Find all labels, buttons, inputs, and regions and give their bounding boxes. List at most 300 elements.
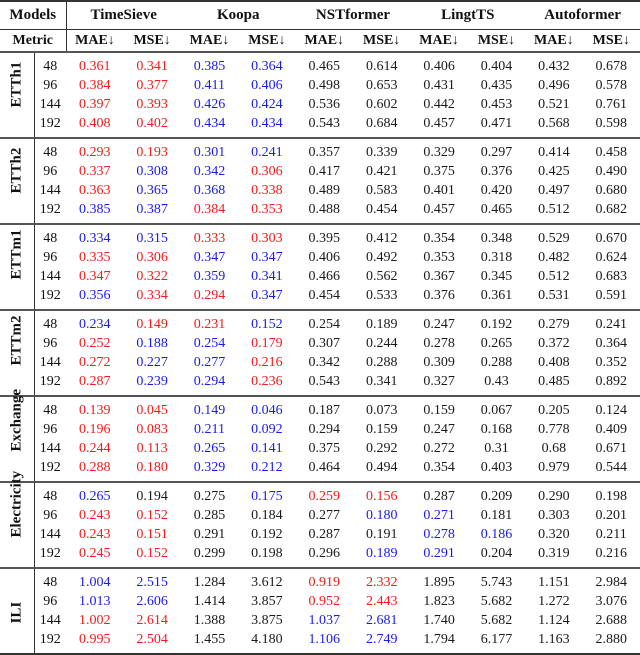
mae-value: 0.425 — [538, 164, 570, 179]
mae-value: 0.333 — [181, 224, 238, 248]
mse-value: 0.265 — [480, 336, 513, 351]
mae-value: 0.543 — [308, 374, 341, 389]
mae-value: 0.363 — [78, 183, 111, 198]
mae-value: 0.568 — [538, 116, 570, 131]
mae-value: 0.265 — [66, 482, 123, 506]
mse-value: 0.403 — [480, 460, 513, 475]
mae-value: 0.205 — [525, 396, 582, 420]
table-row — [0, 611, 640, 630]
mae-value: 0.496 — [538, 78, 570, 93]
mae-value: 0.309 — [423, 355, 455, 370]
horizon: 192 — [39, 460, 61, 475]
metric-mae: MAE↓ — [296, 30, 353, 53]
mse-value: 0.376 — [480, 164, 513, 179]
dataset-name: Exchange — [8, 388, 25, 451]
mae-value: 0.334 — [66, 224, 123, 248]
mae-value: 1.740 — [423, 613, 455, 628]
metric-mae: MAE↓ — [525, 30, 582, 53]
mae-value: 0.431 — [423, 78, 455, 93]
mae-value: 0.411 — [194, 78, 225, 93]
table-row — [0, 506, 640, 525]
mse-value: 0.216 — [595, 546, 628, 561]
mse-value: 0.198 — [583, 482, 640, 506]
mae-value: 0.384 — [193, 202, 226, 217]
mse-value: 0.216 — [251, 355, 283, 370]
mse-value: 0.434 — [251, 116, 283, 131]
mae-value: 0.376 — [423, 288, 455, 303]
mae-value: 1.163 — [538, 632, 570, 647]
mse-value: 0.315 — [123, 224, 180, 248]
mse-value: 0.152 — [136, 508, 168, 523]
mae-value: 0.401 — [423, 183, 455, 198]
mae-value: 0.271 — [423, 508, 455, 523]
horizon: 144 — [39, 441, 61, 456]
mae-value: 1.895 — [410, 568, 467, 592]
table-row — [0, 568, 640, 592]
mae-value: 0.272 — [78, 355, 111, 370]
mae-value: 0.265 — [193, 441, 226, 456]
mae-value: 0.337 — [78, 164, 111, 179]
mse-value: 0.614 — [353, 52, 410, 76]
model-name: NSTformer — [296, 1, 411, 30]
mse-value: 0.181 — [480, 508, 513, 523]
mae-value: 0.512 — [538, 202, 570, 217]
dataset-label — [0, 52, 34, 138]
mse-value: 0.308 — [136, 164, 168, 179]
horizon: 48 — [34, 568, 66, 592]
mse-value: 0.288 — [480, 355, 513, 370]
mse-value: 0.141 — [251, 441, 283, 456]
mae-value: 0.482 — [538, 250, 570, 265]
mae-value: 0.995 — [78, 632, 111, 647]
mse-value: 0.334 — [136, 288, 168, 303]
mse-value: 0.151 — [136, 527, 168, 542]
mae-value: 0.375 — [308, 441, 341, 456]
mae-value: 1.037 — [308, 613, 341, 628]
mse-value: 0.454 — [365, 202, 398, 217]
table-row — [0, 200, 640, 224]
mse-value: 0.406 — [251, 78, 283, 93]
mae-value: 0.243 — [78, 527, 111, 542]
mse-value: 0.192 — [468, 310, 525, 334]
horizon: 96 — [43, 164, 58, 179]
mse-value: 2.515 — [123, 568, 180, 592]
models-header-row — [0, 1, 640, 30]
mae-value: 0.278 — [423, 336, 455, 351]
mae-value: 0.247 — [410, 310, 467, 334]
dataset-name: ILI — [8, 601, 25, 623]
mae-value: 0.68 — [541, 441, 567, 456]
mse-value: 3.612 — [238, 568, 295, 592]
mae-value: 1.151 — [525, 568, 582, 592]
horizon: 192 — [39, 632, 61, 647]
mae-value: 0.301 — [181, 138, 238, 162]
mae-value: 0.231 — [181, 310, 238, 334]
mae-value: 1.004 — [66, 568, 123, 592]
dataset-label — [0, 310, 34, 396]
mae-value: 0.543 — [308, 116, 341, 131]
mse-value: 0.341 — [123, 52, 180, 76]
metric-mse: MSE↓ — [123, 30, 180, 53]
mse-value: 0.175 — [238, 482, 295, 506]
mae-value: 0.319 — [538, 546, 570, 561]
mse-value: 0.412 — [353, 224, 410, 248]
mae-value: 0.361 — [66, 52, 123, 76]
dataset-label — [0, 568, 34, 654]
models-label: Models — [0, 1, 66, 30]
mae-value: 0.254 — [296, 310, 353, 334]
mse-value: 0.201 — [595, 508, 628, 523]
metric-mae: MAE↓ — [181, 30, 238, 53]
mae-value: 0.187 — [296, 396, 353, 420]
results-body — [0, 52, 640, 654]
mae-value: 0.497 — [538, 183, 570, 198]
mse-value: 0.578 — [595, 78, 628, 93]
mae-value: 0.320 — [538, 527, 570, 542]
mae-value: 0.457 — [423, 116, 455, 131]
dataset-name: ETTh2 — [8, 147, 25, 193]
mae-value: 0.245 — [78, 546, 111, 561]
mse-value: 0.365 — [136, 183, 168, 198]
metric-mse: MSE↓ — [583, 30, 640, 53]
mae-value: 0.285 — [193, 508, 226, 523]
mae-value: 1.414 — [193, 594, 226, 609]
mae-value: 0.278 — [423, 527, 455, 542]
mse-value: 0.180 — [365, 508, 398, 523]
mse-value: 0.124 — [583, 396, 640, 420]
mae-value: 0.294 — [308, 422, 341, 437]
mse-value: 0.892 — [595, 374, 628, 389]
mse-value: 0.465 — [480, 202, 513, 217]
dataset-name: Electricity — [8, 470, 25, 537]
mse-value: 5.682 — [480, 613, 513, 628]
mse-value: 0.046 — [238, 396, 295, 420]
table-row — [0, 353, 640, 372]
mse-value: 0.562 — [365, 269, 398, 284]
mse-value: 0.670 — [583, 224, 640, 248]
table-row — [0, 525, 640, 544]
mse-value: 0.244 — [365, 336, 398, 351]
mse-value: 0.583 — [365, 183, 398, 198]
mse-value: 0.193 — [123, 138, 180, 162]
table-row — [0, 162, 640, 181]
table-row — [0, 95, 640, 114]
model-name: Autoformer — [525, 1, 640, 30]
table-row — [0, 52, 640, 76]
table-row — [0, 420, 640, 439]
mse-value: 0.318 — [480, 250, 513, 265]
mse-value: 0.471 — [480, 116, 513, 131]
mae-value: 0.426 — [193, 97, 226, 112]
mse-value: 0.682 — [595, 202, 628, 217]
model-name: Koopa — [181, 1, 296, 30]
metric-mae: MAE↓ — [66, 30, 123, 53]
mae-value: 0.356 — [78, 288, 111, 303]
mae-value: 0.521 — [538, 97, 570, 112]
dataset-label — [0, 388, 34, 482]
horizon: 48 — [34, 52, 66, 76]
mse-value: 0.186 — [480, 527, 513, 542]
mse-value: 2.332 — [353, 568, 410, 592]
mae-value: 0.275 — [181, 482, 238, 506]
mae-value: 0.279 — [525, 310, 582, 334]
mae-value: 0.353 — [423, 250, 455, 265]
mse-value: 0.347 — [251, 250, 283, 265]
mse-value: 0.31 — [484, 441, 509, 456]
mse-value: 0.092 — [251, 422, 283, 437]
mse-value: 0.624 — [595, 250, 628, 265]
mae-value: 1.124 — [538, 613, 570, 628]
mae-value: 0.291 — [423, 546, 455, 561]
dataset-name: ETTm2 — [8, 314, 25, 365]
mse-value: 0.073 — [353, 396, 410, 420]
dataset-label — [0, 470, 34, 568]
mse-value: 0.352 — [595, 355, 628, 370]
mse-value: 0.533 — [365, 288, 398, 303]
mse-value: 0.671 — [595, 441, 628, 456]
mse-value: 0.306 — [251, 164, 283, 179]
mse-value: 0.156 — [353, 482, 410, 506]
mse-value: 0.188 — [136, 336, 168, 351]
mae-value: 1.284 — [181, 568, 238, 592]
mae-value: 0.464 — [308, 460, 341, 475]
mse-value: 0.194 — [123, 482, 180, 506]
mae-value: 1.002 — [78, 613, 111, 628]
mse-value: 0.341 — [251, 269, 283, 284]
mae-value: 0.417 — [308, 164, 341, 179]
mae-value: 0.347 — [193, 250, 226, 265]
mae-value: 0.457 — [423, 202, 455, 217]
mse-value: 2.984 — [583, 568, 640, 592]
mae-value: 0.277 — [193, 355, 226, 370]
mae-value: 0.247 — [423, 422, 455, 437]
mse-value: 0.189 — [353, 310, 410, 334]
table-row — [0, 138, 640, 162]
mse-value: 0.297 — [468, 138, 525, 162]
mae-value: 0.357 — [296, 138, 353, 162]
mse-value: 0.184 — [251, 508, 283, 523]
table-row — [0, 482, 640, 506]
mae-value: 0.159 — [410, 396, 467, 420]
mae-value: 0.259 — [296, 482, 353, 506]
mae-value: 0.342 — [308, 355, 341, 370]
mse-value: 0.288 — [365, 355, 398, 370]
mse-value: 2.749 — [365, 632, 398, 647]
mae-value: 0.395 — [296, 224, 353, 248]
horizon: 96 — [43, 594, 58, 609]
mse-value: 0.211 — [595, 527, 627, 542]
horizon: 144 — [39, 97, 61, 112]
mae-value: 0.406 — [410, 52, 467, 76]
mae-value: 1.823 — [423, 594, 455, 609]
mse-value: 0.490 — [595, 164, 628, 179]
mse-value: 0.348 — [468, 224, 525, 248]
mse-value: 0.239 — [136, 374, 168, 389]
horizon: 192 — [39, 288, 61, 303]
mae-value: 0.327 — [423, 374, 455, 389]
mae-value: 0.979 — [538, 460, 570, 475]
mae-value: 0.442 — [423, 97, 455, 112]
mae-value: 0.919 — [296, 568, 353, 592]
mae-value: 0.294 — [193, 374, 226, 389]
mse-value: 0.152 — [238, 310, 295, 334]
mse-value: 0.453 — [480, 97, 513, 112]
mse-value: 0.227 — [136, 355, 168, 370]
horizon: 96 — [43, 336, 58, 351]
mae-value: 0.466 — [308, 269, 341, 284]
mae-value: 0.347 — [78, 269, 111, 284]
horizon: 144 — [39, 355, 61, 370]
horizon: 48 — [34, 482, 66, 506]
mae-value: 0.952 — [308, 594, 341, 609]
mse-value: 3.857 — [251, 594, 283, 609]
mse-value: 0.045 — [123, 396, 180, 420]
mse-value: 4.180 — [251, 632, 283, 647]
mse-value: 0.149 — [123, 310, 180, 334]
mse-value: 0.409 — [595, 422, 628, 437]
mae-value: 0.489 — [308, 183, 341, 198]
horizon: 192 — [39, 374, 61, 389]
mse-value: 0.241 — [238, 138, 295, 162]
table-row — [0, 592, 640, 611]
mse-value: 0.113 — [136, 441, 168, 456]
table-row — [0, 396, 640, 420]
table-row — [0, 439, 640, 458]
mae-value: 0.372 — [538, 336, 570, 351]
mae-value: 0.287 — [78, 374, 111, 389]
mse-value: 0.353 — [251, 202, 283, 217]
mse-value: 0.598 — [595, 116, 628, 131]
mse-value: 0.067 — [468, 396, 525, 420]
metric-mse: MSE↓ — [238, 30, 295, 53]
mae-value: 0.294 — [193, 288, 226, 303]
table-row — [0, 181, 640, 200]
mae-value: 0.299 — [193, 546, 226, 561]
mse-value: 0.544 — [595, 460, 628, 475]
mae-value: 0.329 — [410, 138, 467, 162]
horizon: 96 — [43, 78, 58, 93]
mae-value: 0.385 — [78, 202, 111, 217]
mae-value: 0.414 — [525, 138, 582, 162]
mse-value: 0.602 — [365, 97, 398, 112]
model-name: LingtTS — [410, 1, 525, 30]
mae-value: 1.106 — [308, 632, 341, 647]
mae-value: 0.384 — [78, 78, 111, 93]
mae-value: 0.778 — [538, 422, 570, 437]
horizon: 192 — [39, 116, 61, 131]
mae-value: 0.303 — [538, 508, 570, 523]
mse-value: 3.076 — [595, 594, 628, 609]
mae-value: 0.359 — [193, 269, 226, 284]
mse-value: 0.306 — [136, 250, 168, 265]
mae-value: 0.408 — [538, 355, 570, 370]
mae-value: 0.531 — [538, 288, 570, 303]
mse-value: 5.743 — [468, 568, 525, 592]
mae-value: 0.408 — [78, 116, 111, 131]
mae-value: 0.252 — [78, 336, 111, 351]
metric-mse: MSE↓ — [468, 30, 525, 53]
mse-value: 0.492 — [365, 250, 398, 265]
table-row — [0, 286, 640, 310]
mse-value: 0.204 — [480, 546, 513, 561]
table-row — [0, 114, 640, 138]
mae-value: 1.272 — [538, 594, 570, 609]
table-row — [0, 458, 640, 482]
mae-value: 0.385 — [181, 52, 238, 76]
mae-value: 0.288 — [78, 460, 111, 475]
dataset-label — [0, 224, 34, 310]
metrics-header-row — [0, 30, 640, 53]
mae-value: 0.244 — [78, 441, 111, 456]
mae-value: 0.287 — [308, 527, 341, 542]
mse-value: 0.404 — [468, 52, 525, 76]
mse-value: 0.209 — [468, 482, 525, 506]
mse-value: 0.292 — [365, 441, 398, 456]
mse-value: 3.875 — [251, 613, 283, 628]
mse-value: 0.653 — [365, 78, 398, 93]
mae-value: 0.485 — [538, 374, 570, 389]
table-row — [0, 544, 640, 568]
mae-value: 0.291 — [193, 527, 226, 542]
mse-value: 0.387 — [136, 202, 168, 217]
mae-value: 0.397 — [78, 97, 111, 112]
mae-value: 0.406 — [308, 250, 341, 265]
mse-value: 0.424 — [251, 97, 283, 112]
mse-value: 2.504 — [136, 632, 168, 647]
mse-value: 2.606 — [136, 594, 168, 609]
horizon: 96 — [43, 250, 58, 265]
horizon: 96 — [43, 422, 58, 437]
mse-value: 0.684 — [365, 116, 398, 131]
mae-value: 0.272 — [423, 441, 455, 456]
mae-value: 0.465 — [296, 52, 353, 76]
mae-value: 0.375 — [423, 164, 455, 179]
mae-value: 0.432 — [525, 52, 582, 76]
mse-value: 0.191 — [365, 527, 398, 542]
mse-value: 0.364 — [595, 336, 628, 351]
mse-value: 6.177 — [480, 632, 513, 647]
horizon: 96 — [43, 508, 58, 523]
mse-value: 0.168 — [480, 422, 513, 437]
mse-value: 2.688 — [595, 613, 628, 628]
mae-value: 0.211 — [194, 422, 225, 437]
mae-value: 0.512 — [538, 269, 570, 284]
table-row — [0, 630, 640, 654]
model-name: TimeSieve — [66, 1, 181, 30]
mse-value: 5.682 — [480, 594, 513, 609]
mae-value: 0.277 — [308, 508, 341, 523]
mse-value: 0.212 — [251, 460, 283, 475]
mse-value: 0.680 — [595, 183, 628, 198]
metric-label: Metric — [0, 30, 66, 53]
table-row — [0, 310, 640, 334]
mse-value: 0.364 — [238, 52, 295, 76]
mae-value: 0.293 — [66, 138, 123, 162]
mae-value: 0.488 — [308, 202, 341, 217]
mae-value: 0.368 — [193, 183, 226, 198]
mse-value: 2.880 — [595, 632, 628, 647]
mse-value: 0.43 — [484, 374, 509, 389]
mae-value: 1.013 — [78, 594, 111, 609]
mse-value: 0.341 — [365, 374, 398, 389]
mse-value: 0.241 — [583, 310, 640, 334]
mae-value: 1.794 — [423, 632, 455, 647]
horizon: 48 — [34, 224, 66, 248]
mse-value: 0.678 — [583, 52, 640, 76]
mse-value: 0.347 — [251, 288, 283, 303]
mae-value: 0.434 — [193, 116, 226, 131]
metric-mae: MAE↓ — [410, 30, 467, 53]
